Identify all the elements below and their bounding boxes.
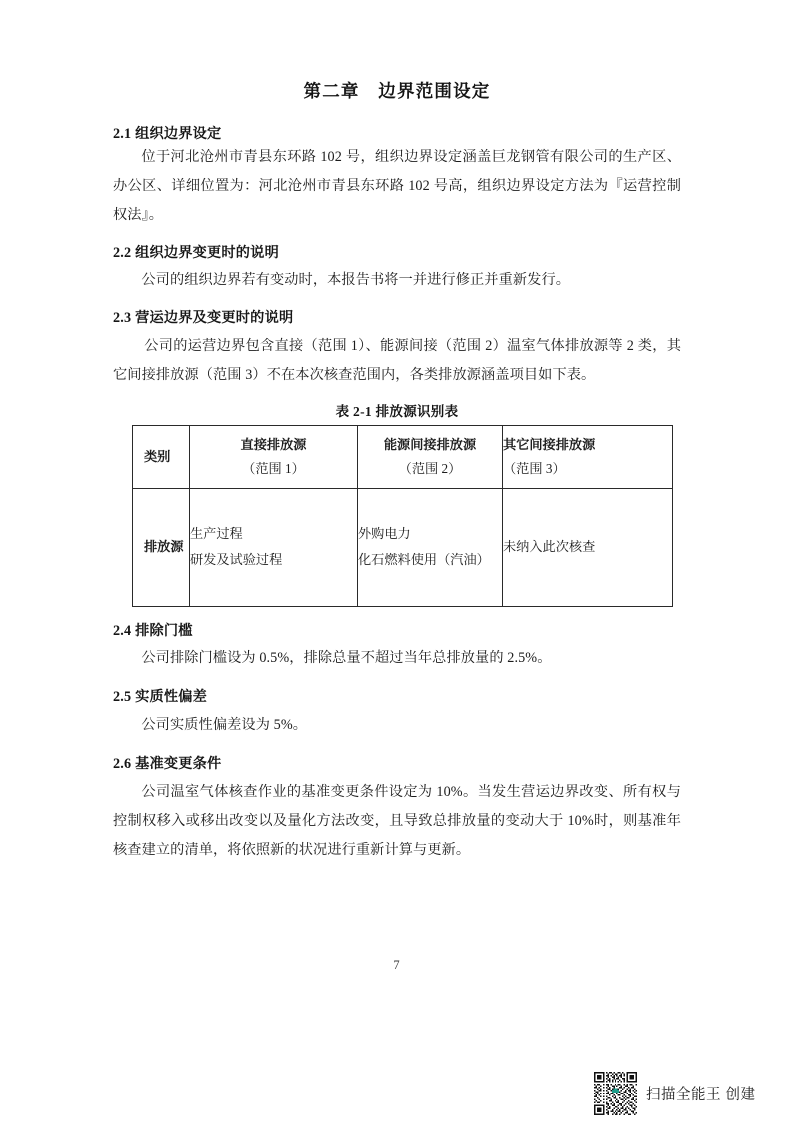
section-heading-2-1: 2.1 组织边界设定 — [113, 126, 222, 142]
table-cell-scope2-item-2: 化石燃料使用（汽油） — [358, 552, 490, 568]
section-heading-2-3: 2.3 营运边界及变更时的说明 — [113, 310, 294, 327]
camscanner-watermark — [593, 1072, 756, 1115]
section-paragraph-2-5: 公司实质性偏差设为 5%。 — [141, 717, 308, 734]
table-cell-scope2 — [358, 488, 503, 606]
table-header-scope2-range: （范围 2） — [398, 460, 462, 476]
table-header-scope2-title: 能源间接排放源 — [383, 436, 477, 452]
watermark-label: 扫描全能王 创建 — [646, 1087, 756, 1103]
chapter-title: 第二章 边界范围设定 — [303, 81, 491, 101]
table-header-row — [133, 425, 673, 488]
table-header-scope1 — [190, 425, 358, 488]
table-header-scope3 — [503, 425, 673, 488]
table-header-scope3-title: 其它间接排放源 — [503, 436, 596, 452]
table-cell-scope3 — [503, 488, 673, 606]
table-header-scope1-title: 直接排放源 — [240, 436, 307, 452]
emission-source-table — [132, 425, 673, 607]
table-cell-scope2-item-1: 外购电力 — [358, 526, 411, 542]
table-caption: 表 2-1 排放源识别表 — [335, 403, 459, 419]
qr-code-icon — [593, 1072, 638, 1115]
table-header-category-label: 类别 — [144, 448, 171, 464]
section-heading-2-2: 2.2 组织边界变更时的说明 — [113, 244, 279, 261]
section-heading-2-6: 2.6 基准变更条件 — [113, 756, 222, 773]
table-cell-scope1-item-1: 生产过程 — [190, 526, 243, 542]
section-paragraph-2-1: 位于河北沧州市青县东环路 102 号，组织边界设定涵盖巨龙钢管有限公司的生产区、办公区、详细位置为：河北沧州市青县东环路 102 号高，组织边界设定方法为『运营控制权法』。 — [113, 148, 681, 223]
table-cell-scope3-item-1: 未纳入此次核查 — [503, 539, 596, 555]
section-paragraph-2-6: 公司温室气体核查作业的基准变更条件设定为 10%。当发生营运边界改变、所有权与控制权移入或移出改变以及量化方法改变，且导致总排放量的变动大于 10%时，则基准年核查建立的清单，将依照新的状况进行重新计算与更新。 — [113, 783, 681, 858]
table-cell-scope1-item-2: 研发及试验过程 — [190, 552, 283, 568]
section-heading-2-4: 2.4 排除门槛 — [113, 622, 193, 639]
table-cell-scope1 — [190, 488, 358, 606]
table-header-category — [133, 425, 190, 488]
table-cell-category-label: 排放源 — [144, 539, 184, 555]
page-content — [113, 0, 681, 865]
table-row — [133, 488, 673, 606]
table-cell-category — [133, 488, 190, 606]
section-paragraph-2-2: 公司的组织边界若有变动时，本报告书将一并进行修正并重新发行。 — [141, 272, 571, 289]
page-number: 7 — [393, 958, 400, 972]
table-header-scope1-range: （范围 1） — [242, 460, 305, 476]
table-header-scope3-range: （范围 3） — [503, 460, 566, 476]
section-paragraph-2-3: 公司的运营边界包含直接（范围 1）、能源间接（范围 2）温室气体排放源等 2 类，其它间接排放源（范围 3）不在本次核查范围内，各类排放源涵盖项目如下表。 — [113, 337, 681, 383]
section-paragraph-2-4: 公司排除门槛设为 0.5%，排除总量不超过当年总排放量的 2.5%。 — [141, 650, 552, 667]
table-header-scope2 — [358, 425, 503, 488]
section-heading-2-5: 2.5 实质性偏差 — [113, 689, 208, 706]
